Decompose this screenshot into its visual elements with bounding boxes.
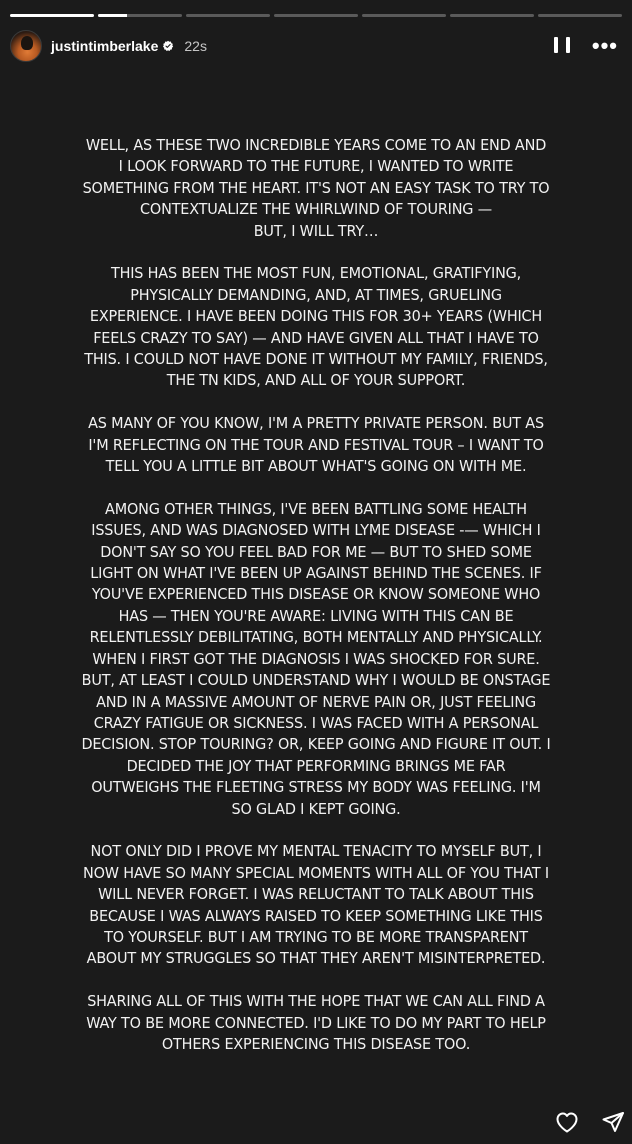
- story-text-line: LIGHT ON WHAT I'VE BEEN UP AGAINST BEHIND THE SCENES. IF: [90, 564, 542, 583]
- progress-segment: [450, 14, 534, 17]
- story-text-line: THIS. I COULD NOT HAVE DONE IT WITHOUT MY FAMILY, FRIENDS,: [84, 350, 548, 369]
- progress-segment: [10, 14, 94, 17]
- story-text-line: THIS HAS BEEN THE MOST FUN, EMOTIONAL, GRATIFYING,: [110, 264, 522, 283]
- story-text-line: NOW HAVE SO MANY SPECIAL MOMENTS WITH ALL OF YOU THAT I: [83, 863, 549, 882]
- progress-segment: [186, 14, 270, 17]
- story-text-line: WELL, AS THESE TWO INCREDIBLE YEARS COME TO AN END AND: [85, 136, 547, 154]
- story-text-line: THE TN KIDS, AND ALL OF YOUR SUPPORT.: [166, 371, 466, 390]
- story-text-line: BECAUSE I WAS ALWAYS RAISED TO KEEP SOMETHING LIKE THIS: [89, 906, 543, 925]
- story-text-line: ISSUES, AND WAS DIAGNOSED WITH LYME DISEASE -— WHICH I: [91, 521, 541, 540]
- story-text-line: SO GLAD I KEPT GOING.: [231, 799, 401, 818]
- story-text-line: AMONG OTHER THINGS, I'VE BEEN BATTLING SOME HEALTH: [105, 499, 527, 518]
- story-text-line: TO YOURSELF. BUT I AM TRYING TO BE MORE TRANSPARENT: [104, 927, 528, 946]
- story-text-line: WHEN I FIRST GOT THE DIAGNOSIS I WAS SHOCKED FOR SURE.: [92, 649, 540, 668]
- story-text-line: ABOUT MY STRUGGLES SO THAT THEY AREN'T MISINTERPRETED.: [86, 949, 546, 968]
- story-text-line: SOMETHING FROM THE HEART. IT'S NOT AN EASY TASK TO TRY TO: [82, 178, 550, 197]
- story-text-line: OUTWEIGHS THE FLEETING STRESS MY BODY WAS FEELING. I'M: [91, 778, 541, 797]
- story-text-line: AND IN A MASSIVE AMOUNT OF NERVE PAIN OR, JUST FEELING: [96, 692, 536, 711]
- story-progress-bar: [10, 14, 622, 17]
- story-text-line: DECIDED THE JOY THAT PERFORMING BRINGS ME FAR: [126, 756, 506, 775]
- pause-bar-right: [566, 37, 570, 53]
- story-paragraph: [59, 499, 572, 820]
- story-text-line: YOU'VE EXPERIENCED THIS DISEASE OR KNOW SOMEONE WHO: [91, 585, 541, 604]
- heart-icon[interactable]: [554, 1109, 580, 1135]
- story-paragraph: [59, 135, 572, 242]
- story-text-line: BUT, AT LEAST I COULD UNDERSTAND WHY I WOULD BE ONSTAGE: [81, 671, 551, 690]
- story-text: [59, 135, 572, 1077]
- story-text-line: DON'T SAY SO YOU FEEL BAD FOR ME — BUT TO SHED SOME: [100, 542, 532, 561]
- progress-segment: [538, 14, 622, 17]
- story-text-line: I LOOK FORWARD TO THE FUTURE, I WANTED TO WRITE: [118, 157, 514, 176]
- story-header: [10, 30, 618, 62]
- post-time: 22s: [184, 38, 207, 54]
- progress-segment: [98, 14, 182, 17]
- username[interactable]: justintimberlake: [51, 38, 159, 54]
- story-text-line: OTHERS EXPERIENCING THIS DISEASE TOO.: [161, 1034, 471, 1053]
- story-text-line: BUT, I WILL TRY…: [253, 221, 379, 240]
- story-text-line: WILL NEVER FORGET. I WAS RELUCTANT TO TALK ABOUT THIS: [98, 885, 534, 904]
- story-text-line: I'M REFLECTING ON THE TOUR AND FESTIVAL TOUR – I WANT TO: [88, 435, 544, 454]
- story-paragraph: [59, 263, 572, 391]
- more-options-icon[interactable]: •••: [591, 33, 618, 58]
- progress-segment: [362, 14, 446, 17]
- story-text-line: NOT ONLY DID I PROVE MY MENTAL TENACITY TO MYSELF BUT, I: [90, 842, 542, 861]
- pause-bar-left: [554, 37, 558, 53]
- story-text-line: DECISION. STOP TOURING? OR, KEEP GOING AND FIGURE IT OUT. I: [81, 735, 551, 754]
- story-paragraph: [59, 841, 572, 969]
- story-text-line: CONTEXTUALIZE THE WHIRLWIND OF TOURING —: [140, 200, 492, 219]
- story-text-line: FEELS CRAZY TO SAY) — AND HAVE GIVEN ALL THAT I HAVE TO: [93, 328, 539, 347]
- story-text-line: PHYSICALLY DEMANDING, AND, AT TIMES, GRUELING: [130, 285, 502, 304]
- progress-fill: [98, 14, 127, 17]
- pause-icon[interactable]: [554, 37, 570, 55]
- avatar[interactable]: [10, 30, 42, 62]
- verified-badge-icon: [162, 40, 174, 52]
- story-text-line: CRAZY FATIGUE OR SICKNESS. I WAS FACED WITH A PERSONAL: [93, 713, 539, 732]
- story-footer: [554, 1108, 626, 1136]
- progress-fill: [10, 14, 94, 17]
- story-text-line: WAY TO BE MORE CONNECTED. I'D LIKE TO DO MY PART TO HELP: [86, 1013, 546, 1032]
- progress-segment: [274, 14, 358, 17]
- story-text-line: RELENTLESSLY DEBILITATING, BOTH MENTALLY AND PHYSICALLY.: [89, 628, 543, 647]
- story-text-line: TELL YOU A LITTLE BIT ABOUT WHAT'S GOING ON WITH ME.: [105, 457, 527, 476]
- story-text-line: AS MANY OF YOU KNOW, I'M A PRETTY PRIVATE PERSON. BUT AS: [88, 414, 544, 433]
- story-text-line: HAS — THEN YOU'RE AWARE: LIVING WITH THIS CAN BE: [118, 606, 514, 625]
- story-text-line: SHARING ALL OF THIS WITH THE HOPE THAT WE CAN ALL FIND A: [87, 992, 545, 1011]
- send-icon[interactable]: [600, 1109, 626, 1135]
- story-text-line: EXPERIENCE. I HAVE BEEN DOING THIS FOR 30+ YEARS (WHICH: [89, 307, 543, 326]
- story-paragraph: [59, 413, 572, 477]
- story-paragraph: [59, 991, 572, 1055]
